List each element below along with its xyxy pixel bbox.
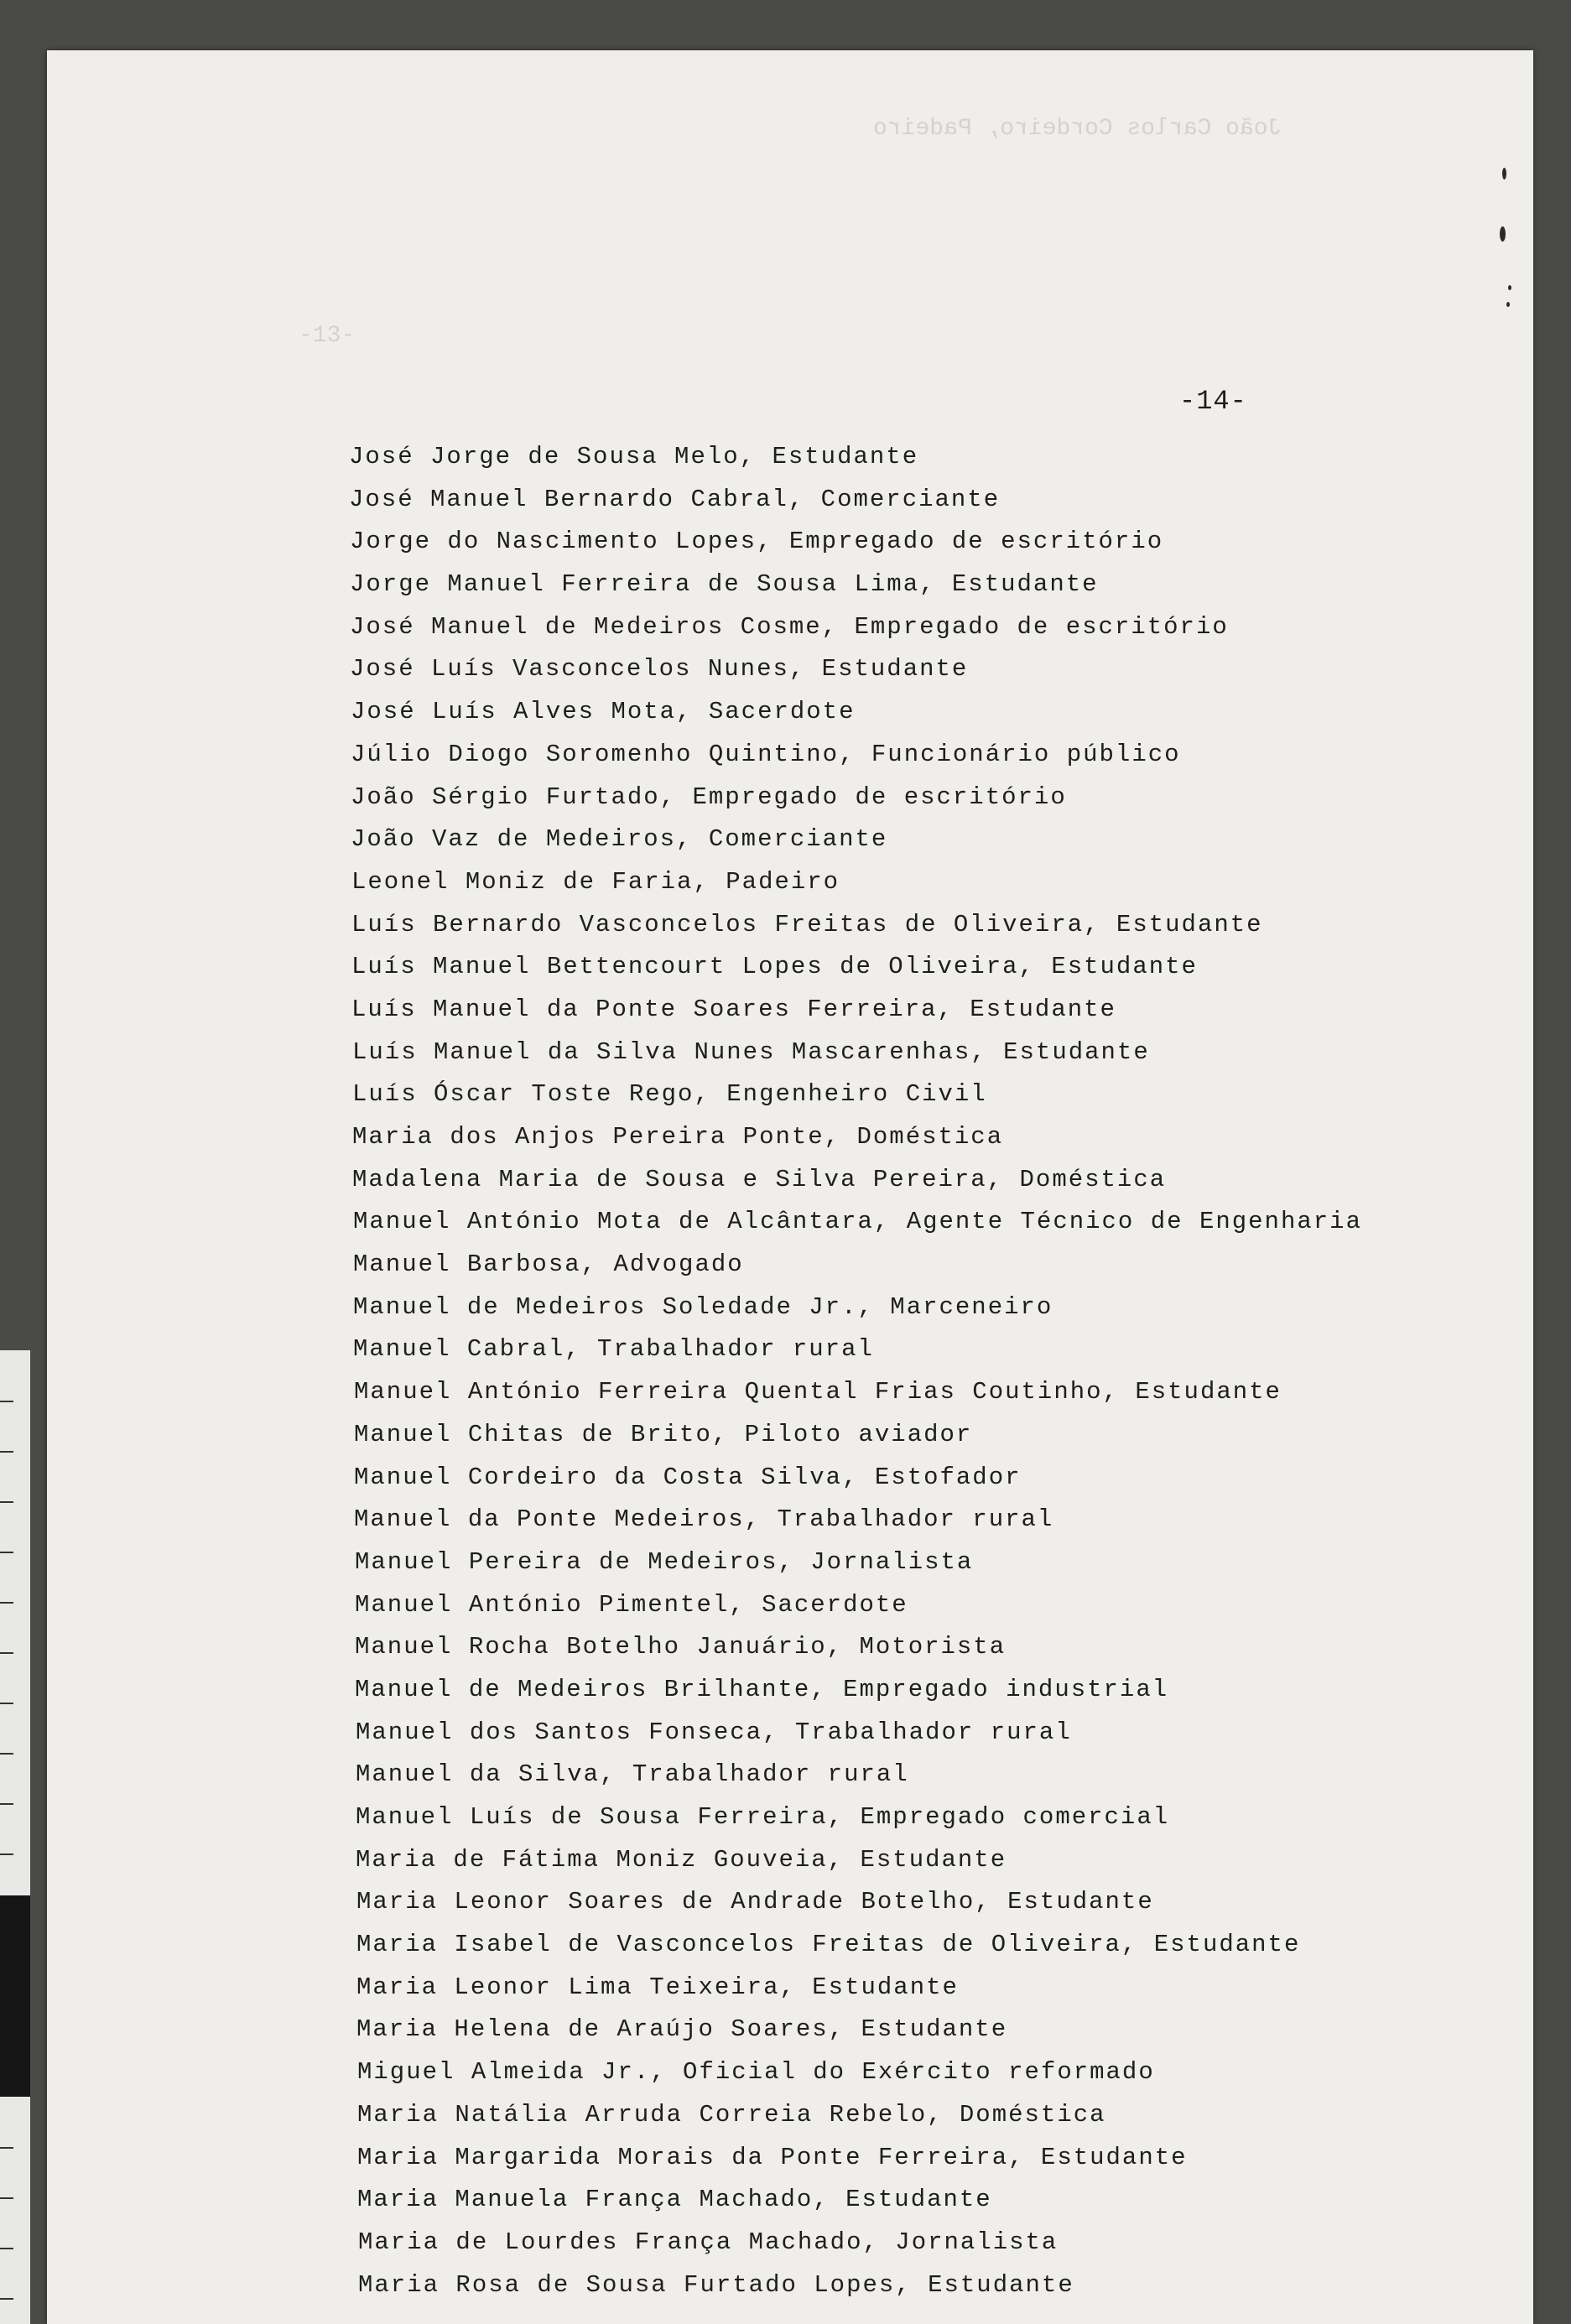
list-item: José Luís Alves Mota, Sacerdote	[351, 698, 856, 726]
page-number: -14-	[1179, 386, 1247, 417]
list-item: Júlio Diogo Soromenho Quintino, Funcionário público	[351, 740, 1181, 768]
name-list	[349, 443, 1362, 2313]
list-item: José Manuel de Medeiros Cosme, Empregado de escritório	[350, 612, 1229, 641]
list-item: Miguel Almeida Jr., Oficial do Exército reformado	[357, 2058, 1155, 2087]
list-item: Maria Isabel de Vasconcelos Freitas de Oliveira, Estudante	[356, 1931, 1301, 1959]
ink-speck	[1500, 226, 1506, 242]
list-item: Jorge Manuel Ferreira de Sousa Lima, Estudante	[350, 570, 1099, 599]
list-item: João Sérgio Furtado, Empregado de escritório	[351, 782, 1067, 811]
list-item: João Vaz de Medeiros, Comerciante	[351, 825, 888, 854]
ink-speck	[1508, 285, 1511, 290]
list-item: Luís Manuel da Silva Nunes Mascarenhas, Estudante	[352, 1037, 1150, 1066]
list-item: Manuel da Silva, Trabalhador rural	[356, 1760, 909, 1789]
list-item: Maria Margarida Morais da Ponte Ferreira, Estudante	[357, 2143, 1188, 2171]
list-item: Maria Leonor Soares de Andrade Botelho, Estudante	[356, 1888, 1154, 1916]
list-item: Manuel António Ferreira Quental Frias Coutinho, Estudante	[354, 1378, 1282, 1406]
list-item: Manuel António Pimentel, Sacerdote	[355, 1590, 908, 1619]
list-item: Manuel Rocha Botelho Januário, Motorista	[355, 1633, 1007, 1661]
list-item: Jorge do Nascimento Lopes, Empregado de escritório	[350, 528, 1164, 556]
list-item: Maria Helena de Araújo Soares, Estudante	[356, 2015, 1008, 2044]
list-item: Madalena Maria de Sousa e Silva Pereira, Doméstica	[352, 1165, 1167, 1193]
show-through-header: João Carlos Cordeiro, Padeiro	[872, 116, 1282, 142]
document-page	[47, 50, 1533, 2324]
list-item: Manuel António Mota de Alcântara, Agente Técnico de Engenharia	[353, 1208, 1362, 1236]
list-item: Luís Manuel Bettencourt Lopes de Oliveira, Estudante	[351, 953, 1198, 981]
list-item: Maria Manuela França Machado, Estudante	[357, 2186, 992, 2214]
list-item: Luís Bernardo Vasconcelos Freitas de Oliveira, Estudante	[351, 910, 1263, 938]
ink-speck	[1506, 302, 1510, 307]
list-item: José Manuel Bernardo Cabral, Comerciante	[349, 485, 1001, 513]
list-item: Leonel Moniz de Faria, Padeiro	[351, 867, 840, 896]
list-item: Manuel Chitas de Brito, Piloto aviador	[354, 1420, 973, 1448]
list-item: Manuel da Ponte Medeiros, Trabalhador rural	[354, 1505, 1054, 1534]
ink-speck	[1502, 168, 1506, 179]
list-item: Manuel dos Santos Fonseca, Trabalhador rural	[356, 1718, 1072, 1746]
list-item: Maria dos Anjos Pereira Ponte, Doméstica	[352, 1123, 1004, 1151]
list-item: Maria de Fátima Moniz Gouveia, Estudante	[356, 1845, 1007, 1874]
list-item: Maria Natália Arruda Correia Rebelo, Doméstica	[357, 2100, 1106, 2129]
list-item: Manuel de Medeiros Soledade Jr., Marceneiro	[353, 1292, 1053, 1321]
list-item: Maria Leonor Lima Teixeira, Estudante	[356, 1973, 959, 2001]
list-item: Luís Manuel da Ponte Soares Ferreira, Estudante	[351, 995, 1116, 1023]
list-item: Luís Óscar Toste Rego, Engenheiro Civil	[352, 1080, 987, 1109]
list-item: Maria Rosa de Sousa Furtado Lopes, Estudante	[358, 2270, 1074, 2299]
show-through-page-number: -13-	[299, 323, 356, 349]
list-item: Manuel Cabral, Trabalhador rural	[353, 1335, 874, 1364]
list-item: José Luís Vasconcelos Nunes, Estudante	[350, 655, 969, 684]
list-item: Manuel Barbosa, Advogado	[353, 1250, 744, 1279]
list-item: Manuel Cordeiro da Costa Silva, Estofador	[354, 1463, 1022, 1491]
scale-ruler	[0, 1350, 30, 2324]
list-item: Manuel Luís de Sousa Ferreira, Empregado comercial	[356, 1803, 1170, 1831]
list-item: José Jorge de Sousa Melo, Estudante	[349, 443, 919, 471]
list-item: Maria de Lourdes França Machado, Jornalista	[358, 2228, 1059, 2256]
list-item: Manuel de Medeiros Brilhante, Empregado industrial	[355, 1675, 1169, 1703]
list-item: Manuel Pereira de Medeiros, Jornalista	[355, 1547, 974, 1576]
